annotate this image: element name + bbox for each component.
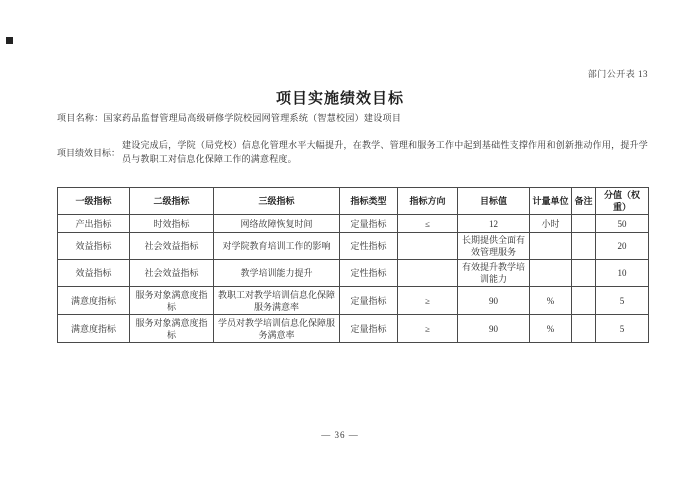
table-row	[58, 233, 649, 260]
table-header-row	[58, 188, 649, 215]
column-header-type: 指标类型	[340, 188, 398, 215]
table-cell: 定性指标	[340, 260, 398, 287]
column-header-unit: 计量单位	[530, 188, 572, 215]
table-cell: ≤	[398, 215, 458, 233]
table-row	[58, 215, 649, 233]
table-cell: 服务对象满意度指标	[130, 287, 214, 315]
table-cell: 5	[596, 315, 649, 343]
table-cell	[530, 233, 572, 260]
table-cell	[530, 260, 572, 287]
table-cell: 长期提供全面有效管理服务	[458, 233, 530, 260]
table-cell: %	[530, 287, 572, 315]
table-cell: 12	[458, 215, 530, 233]
table-cell: 产出指标	[58, 215, 130, 233]
table-cell: 社会效益指标	[130, 233, 214, 260]
table-cell: ≥	[398, 287, 458, 315]
table-cell: 小时	[530, 215, 572, 233]
column-header-score: 分值（权重）	[596, 188, 649, 215]
table-cell: 教学培训能力提升	[214, 260, 340, 287]
table-cell: 社会效益指标	[130, 260, 214, 287]
goal-text: 建设完成后，学院（局党校）信息化管理水平大幅提升，在教学、管理和服务工作中起到基础性支撑作用和创新推动作用，提升学员与教职工对信息化保障工作的满意程度。	[122, 140, 648, 164]
table-cell: 90	[458, 287, 530, 315]
table-cell: 教职工对教学培训信息化保障服务满意率	[214, 287, 340, 315]
table-cell	[572, 260, 596, 287]
page-corner-mark	[6, 37, 13, 44]
table-cell: 服务对象满意度指标	[130, 315, 214, 343]
goal-label: 项目绩效目标：	[57, 147, 121, 158]
performance-indicator-table	[57, 187, 649, 343]
column-header-target: 目标值	[458, 188, 530, 215]
table-cell: 20	[596, 233, 649, 260]
goal-section	[57, 138, 648, 166]
table-row	[58, 287, 649, 315]
table-cell: 满意度指标	[58, 287, 130, 315]
project-name-value: 国家药品监督管理局高级研修学院校园网管理系统（智慧校园）建设项目	[103, 113, 402, 123]
table-cell: 50	[596, 215, 649, 233]
table-cell	[572, 287, 596, 315]
table-cell: 定性指标	[340, 233, 398, 260]
table-cell: 定量指标	[340, 215, 398, 233]
table-cell: 定量指标	[340, 287, 398, 315]
page-title: 项目实施绩效目标	[275, 91, 404, 107]
table-row	[58, 260, 649, 287]
table-cell: 网络故障恢复时间	[214, 215, 340, 233]
table-cell	[398, 233, 458, 260]
column-header-remark: 备注	[572, 188, 596, 215]
table-cell	[572, 233, 596, 260]
table-cell: 对学院教育培训工作的影响	[214, 233, 340, 260]
table-cell: 90	[458, 315, 530, 343]
table-cell	[572, 315, 596, 343]
page-number: — 36 —	[321, 430, 359, 440]
column-header-level3: 三级指标	[214, 188, 340, 215]
project-name-label: 项目名称：	[57, 113, 104, 123]
table-row	[58, 315, 649, 343]
table-cell: 定量指标	[340, 315, 398, 343]
table-cell: ≥	[398, 315, 458, 343]
column-header-direction: 指标方向	[398, 188, 458, 215]
table-cell: 5	[596, 287, 649, 315]
table-cell: 效益指标	[58, 233, 130, 260]
column-header-level1: 一级指标	[58, 188, 130, 215]
table-cell: 时效指标	[130, 215, 214, 233]
table-cell	[572, 215, 596, 233]
table-cell: 效益指标	[58, 260, 130, 287]
project-name-line	[57, 111, 648, 124]
table-cell: 10	[596, 260, 649, 287]
table-cell: %	[530, 315, 572, 343]
table-cell: 有效提升教学培训能力	[458, 260, 530, 287]
table-cell: 学员对教学培训信息化保障服务满意率	[214, 315, 340, 343]
table-cell: 满意度指标	[58, 315, 130, 343]
table-cell	[398, 260, 458, 287]
table-reference-label: 部门公开表 13	[587, 69, 648, 79]
column-header-level2: 二级指标	[130, 188, 214, 215]
